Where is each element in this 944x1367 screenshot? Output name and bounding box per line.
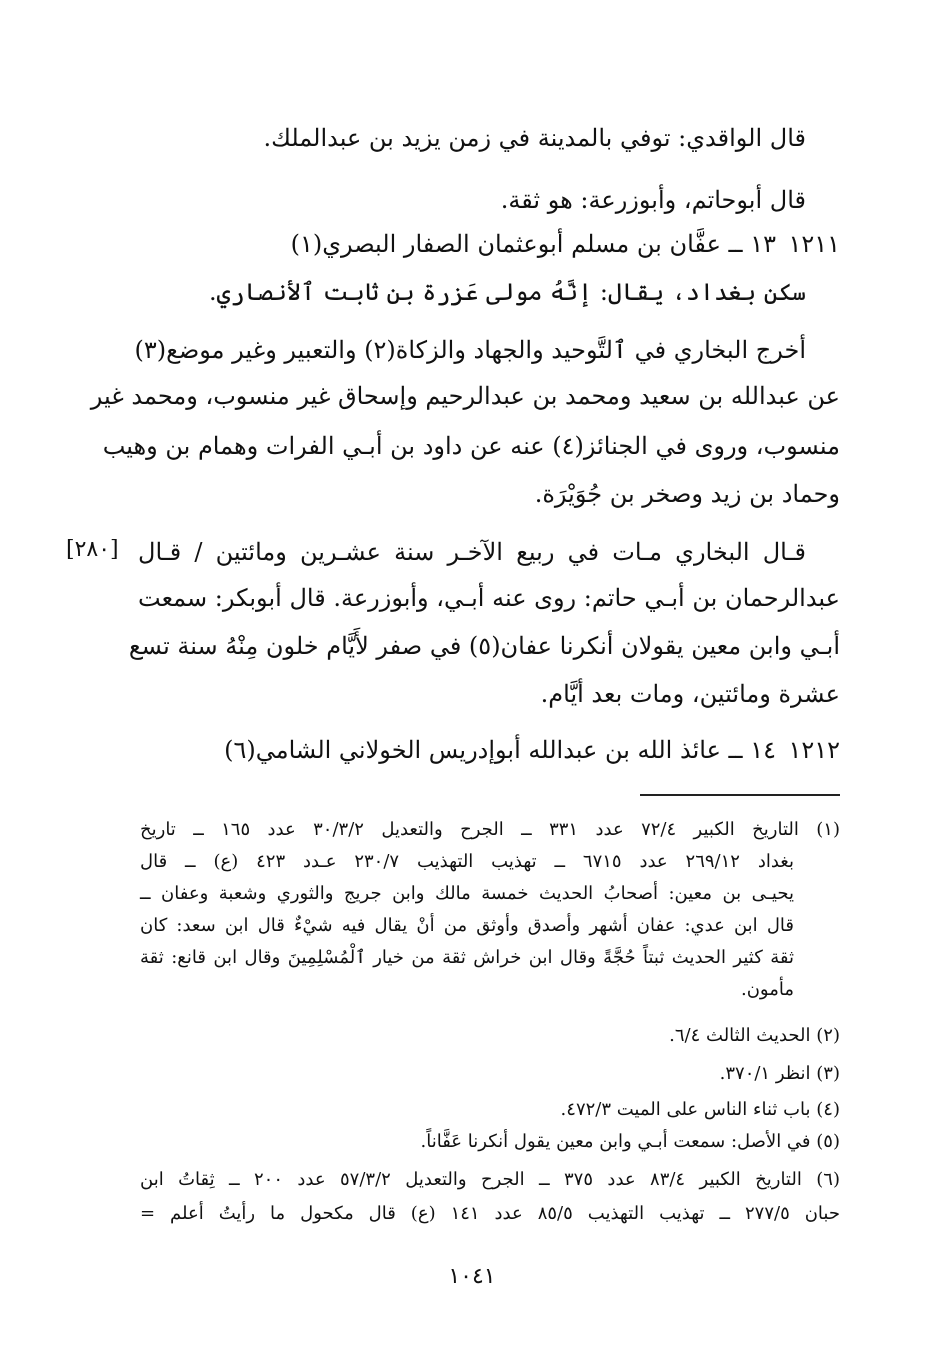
margin-page-reference: [٢٨٠]	[66, 537, 119, 562]
footnote-line: مأمون.	[740, 979, 794, 1000]
footnote-line: (٤) باب ثناء الناس على الميت ٤٧٢/٣.	[560, 1099, 840, 1120]
footnote-line: بغداد ٢٦٩/١٢ عدد ٦٧١٥ ــ تهذيب التهذيب ٢٣٠/٧ عـدد ٤٢٣ (ع) ــ قال	[140, 851, 794, 872]
footnote-line: (٣) انظر ٣٧٠/١.	[719, 1063, 840, 1084]
body-line: أخرج البخاري في ٱلتَّوحيد والجهاد والزكاة(٢) والتعبير وغير موضع(٣)	[134, 336, 806, 364]
footnote-line: حبان ٢٧٧/٥ ــ تهذيب التهذيب ٨٥/٥ عدد ١٤١ (ع) قال مكحول ما رأيتُ أعلم =	[140, 1203, 840, 1224]
page-number: ١٠٤١	[448, 1264, 496, 1289]
entry-heading: ١٣ ــ عفَّان بن مسلم أبوعثمان الصفار البصري(١)	[290, 230, 776, 258]
body-line: قـال البخاري مـات في ربيع الآخـر سنة عشـرين ومائتين / قـال	[138, 538, 806, 566]
footnote-line: ثقة كثير الحديث ثبتاً حُجَّةً وقال ابن خراش ثقة من خيار ٱلْمُسْلِمِينَ وقال ابن قانع: ثقة	[140, 947, 794, 968]
body-line: عبدالرحمان بن أبـي حاتم: روى عنه أبـي، وأبوزرعة. قال أبوبكر: سمعت	[138, 584, 840, 612]
body-line: وحماد بن زيد وصخر بن جُوَيْرَة.	[534, 480, 840, 508]
body-line: أبـي وابن معين يقولان أنكرنا عفان(٥) في صفر لأَيَّام خلون مِنْهُ سنة تسع	[128, 632, 840, 660]
footnote-line: قال ابن عدي: عفان أشهر وأصدق وأوثق من أنْ يقال فيه شيْءٌ قال ابن سعد: كان	[140, 915, 794, 936]
entry-number: ١٢١١	[788, 230, 840, 258]
body-line: سكن بغداد، يقال: إنَّهُ مولى عَزرة بن ثابت ٱلأنصاري.	[208, 278, 806, 306]
footnote-line: يحيـى بن معين: أصحابُ الحديث خمسة مالك وابن جريج والثوري وشعبة وعفان ــ	[140, 883, 794, 904]
entry-heading: ١٤ ــ عائذ الله بن عبدالله أبوإدريس الخولاني الشامي(٦)	[224, 736, 776, 764]
footnote-line: (١) التاريخ الكبير ٧٢/٤ عدد ٣٣١ ــ الجرح والتعديل ٣٠/٣/٢ عدد ١٦٥ ــ تاريخ	[140, 819, 840, 840]
body-line: قال الواقدي: توفي بالمدينة في زمن يزيد بن عبدالملك.	[263, 124, 806, 152]
body-line: قال أبوحاتم، وأبوزرعة: هو ثقة.	[500, 186, 806, 214]
body-line: عن عبدالله بن سعيد ومحمد بن عبدالرحيم وإسحاق غير منسوب، ومحمد غير	[90, 382, 840, 410]
footnote-separator	[640, 794, 840, 796]
body-line: منسوب، وروى في الجنائز(٤) عنه عن داود بن أبـي الفرات وهمام بن وهيب	[102, 432, 840, 460]
footnote-line: (٦) التاريخ الكبير ٨٣/٤ عدد ٣٧٥ ــ الجرح والتعديل ٥٧/٣/٢ عدد ٢٠٠ ــ ثِقاتُ ابن	[140, 1169, 840, 1190]
body-line: عشرة ومائتين، ومات بعد أيَّام.	[540, 680, 840, 708]
entry-number: ١٢١٢	[788, 736, 840, 764]
footnote-line: (٢) الحديث الثالث ٦/٤.	[669, 1025, 840, 1046]
footnote-line: (٥) في الأصل: سمعت أبـي وابن معين يقول أنكرنا عَفَّاناً.	[420, 1131, 840, 1152]
